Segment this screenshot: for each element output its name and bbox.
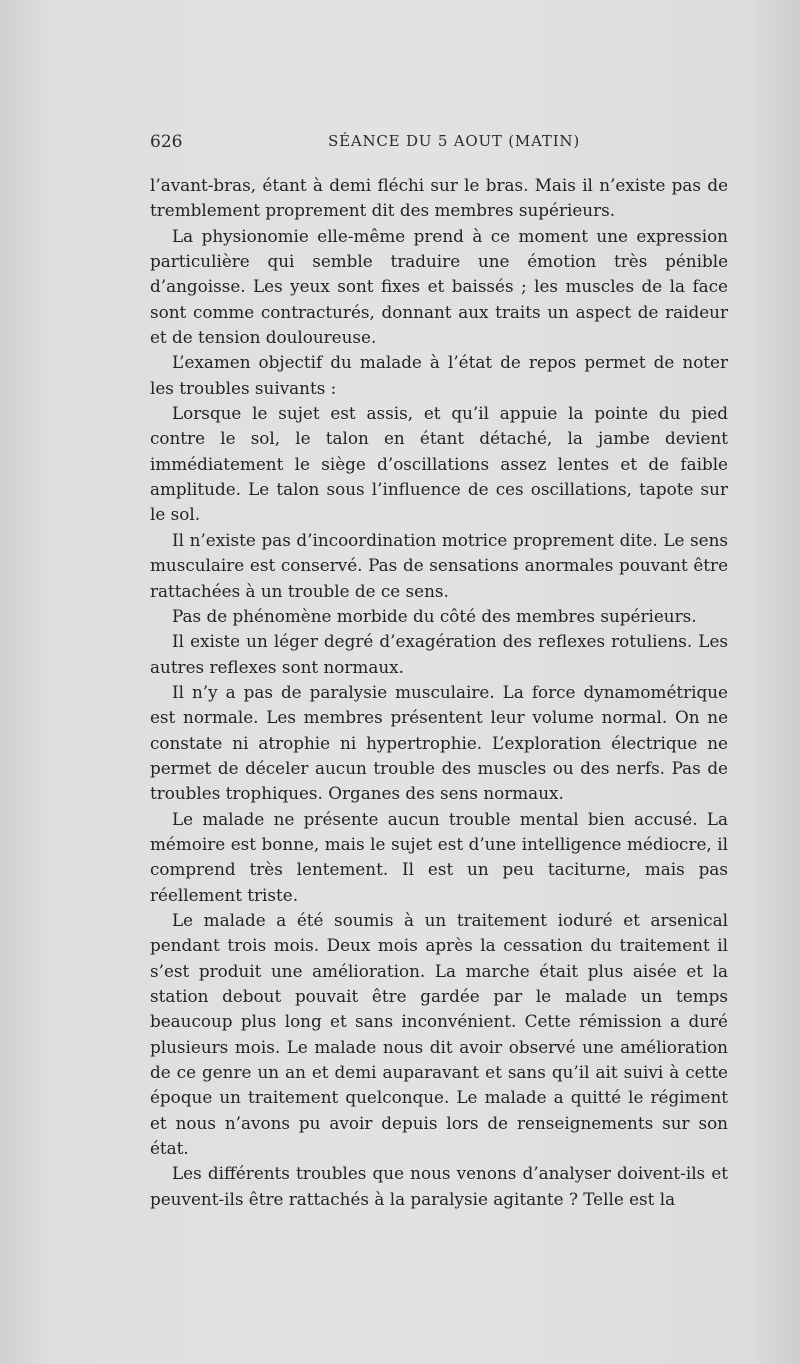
paragraph: Le malade ne présente aucun trouble mental bien accusé. La mémoire est bonne, mais le sujet est d’une intelligence médiocre, il comprend très lentement. Il est un peu taciturne, mais pas réellement triste. — [150, 808, 728, 905]
paragraph: l’avant-bras, étant à demi fléchi sur le bras. Mais il n’existe pas de tremblement proprement dit des membres supérieurs. — [150, 175, 728, 221]
paragraph: La physionomie elle-même prend à ce moment une expression particulière qui semble traduire une émotion très pénible d’angoisse. Les yeux sont fixes et baissés ; les muscles de la face sont comme contracturés, donnant aux traits un aspect de raideur et de tension douloureuse. — [150, 225, 728, 348]
paragraph: Il n’existe pas d’incoordination motrice proprement dite. Le sens musculaire est conservé. Pas de sensations anormales pouvant être rattachées à un trouble de ce sens. — [150, 529, 728, 601]
paragraph: Pas de phénomène morbide du côté des membres supérieurs. — [172, 605, 697, 626]
body-text — [150, 173, 728, 1212]
paragraph: Lorsque le sujet est assis, et qu’il appuie la pointe du pied contre le sol, le talon en étant détaché, la jambe devient immédiatement le siège d’oscillations assez lentes et de faible amplitude. Le talon sous l’influence de ces oscillations, tapote sur le sol. — [150, 403, 728, 525]
paragraph: Il n’y a pas de paralysie musculaire. La force dynamométrique est normale. Les membres présentent leur volume normal. On ne constate ni atrophie ni hypertrophie. L’exploration électrique ne permet de déceler aucun trouble des muscles ou des nerfs. Pas de troubles trophiques. Organes des sens normaux. — [150, 681, 728, 804]
paragraph: Les différents troubles que nous venons d’analyser doivent-ils et peuvent-ils être rattachés à la paralysie agitante ? Telle est la — [150, 1163, 728, 1209]
paragraph: L’examen objectif du malade à l’état de repos permet de noter les troubles suivants : — [150, 352, 728, 398]
running-head: SÉANCE DU 5 AOUT (MATIN) — [328, 132, 580, 150]
page-number: 626 — [150, 132, 183, 152]
paragraph: Il existe un léger degré d’exagération des reflexes rotuliens. Les autres reflexes sont normaux. — [150, 631, 728, 677]
paragraph: Le malade a été soumis à un traitement ioduré et arsenical pendant trois mois. Deux mois après la cessation du traitement il s’est produit une amélioration. La marche était plus aisée et la station debout pouvait être gardée par le malade un temps beaucoup plus long et sans inconvénient. Cette rémission a duré plusieurs mois. Le malade nous dit avoir observé une amélioration de ce genre un an et demi auparavant et sans qu’il ait suivi à cette époque un traitement quelconque. Le malade a quitté le régiment et nous n’avons pu avoir depuis lors de renseignements sur son état. — [150, 909, 728, 1159]
page-header — [150, 132, 728, 154]
